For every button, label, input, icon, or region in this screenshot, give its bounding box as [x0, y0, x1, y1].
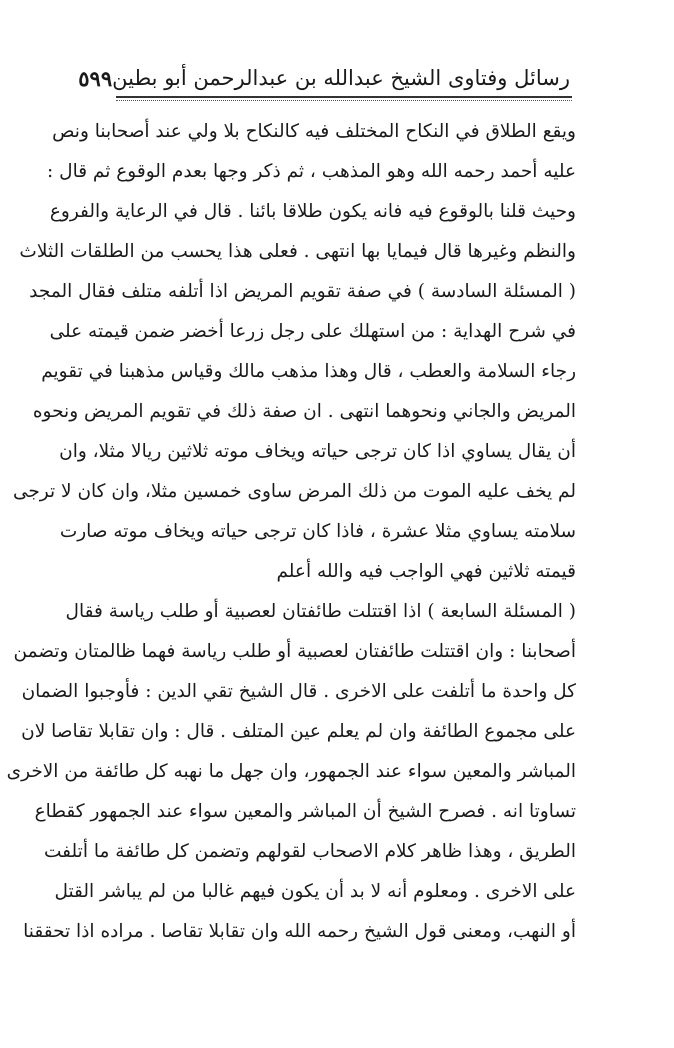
text-line: وحيث قلنا بالوقوع فيه فانه يكون طلاقا بائنا . قال في الرعاية والفروع — [49, 201, 576, 222]
text-line: عليه أحمد رحمه الله وهو المذهب ، ثم ذكر وجها بعدم الوقوع ثم قال : — [47, 161, 576, 182]
body-text — [6, 112, 576, 1032]
text-line: قيمته ثلاثين فهي الواجب فيه والله أعلم — [276, 561, 576, 582]
page-number: ٥٩٩ — [78, 65, 113, 91]
text-line: في شرح الهداية : من استهلك على رجل زرعا أخضر ضمن قيمته على — [49, 321, 576, 342]
text-line: رجاء السلامة والعطب ، قال وهذا مذهب مالك وقياس مذهبنا في تقويم — [41, 361, 576, 382]
text-line: أن يقال يساوي اذا كان ترجى حياته ويخاف موته ثلاثين ريالا مثلا، وان — [59, 441, 576, 462]
text-line: لم يخف عليه الموت من ذلك المرض ساوى خمسين مثلا، وان كان لا ترجى — [12, 481, 576, 502]
text-line: ( المسئلة السابعة ) اذا اقتتلت طائفتان لعصبية أو طلب رياسة فقال — [65, 601, 576, 622]
text-line: على الاخرى . ومعلوم أنه لا بد أن يكون فيهم غالبا من لم يباشر القتل — [54, 881, 576, 902]
paragraph-seventh-issue — [6, 592, 576, 952]
text-line: المريض والجاني ونحوهما انتهى . ان صفة ذلك في تقويم المريض ونحوه — [32, 401, 576, 422]
text-line: أصحابنا : وان اقتتلت طائفتان لعصبية أو طلب رياسة فهما ظالمتان وتضمن — [13, 641, 576, 662]
header-rule — [116, 96, 572, 98]
text-line: على مجموع الطائفة وان لم يعلم عين المتلف . قال : وان تقابلا تقاصا لان — [21, 721, 576, 742]
text-line: المباشر والمعين سواء عند الجمهور، وان جهل ما نهبه كل طائفة من الاخرى — [6, 761, 576, 782]
text-line: أو النهب، ومعنى قول الشيخ رحمه الله وان تقابلا تقاصا . مراده اذا تحققنا — [23, 921, 576, 942]
text-line: سلامته يساوي مثلا عشرة ، فاذا كان ترجى حياته ويخاف موته صارت — [59, 521, 576, 542]
paragraph-sixth-issue — [12, 272, 576, 592]
text-line: كل واحدة ما أتلفت على الاخرى . قال الشيخ تقي الدين : فأوجبوا الضمان — [21, 681, 576, 702]
paragraph-talaq — [19, 112, 576, 272]
text-line: الطريق ، وهذا ظاهر كلام الاصحاب لقولهم وتضمن كل طائفة ما أتلفت — [44, 841, 576, 862]
page-header — [78, 60, 570, 96]
text-line: ( المسئلة السادسة ) في صفة تقويم المريض اذا أتلفه متلف فقال المجد — [29, 281, 576, 302]
running-title: رسائل وفتاوى الشيخ عبدالله بن عبدالرحمن أبو بطين — [112, 66, 570, 90]
header-rule-dotted — [116, 100, 572, 101]
text-line: ويقع الطلاق في النكاح المختلف فيه كالنكاح بلا ولي عند أصحابنا ونص — [52, 121, 576, 142]
text-line: تساوتا انه . فصرح الشيخ أن المباشر والمعين سواء عند الجمهور كقطاع — [34, 801, 576, 822]
text-line: والنظم وغيرها قال فيمايا بها انتهى . فعلى هذا يحسب من الطلقات الثلاث — [19, 241, 576, 262]
